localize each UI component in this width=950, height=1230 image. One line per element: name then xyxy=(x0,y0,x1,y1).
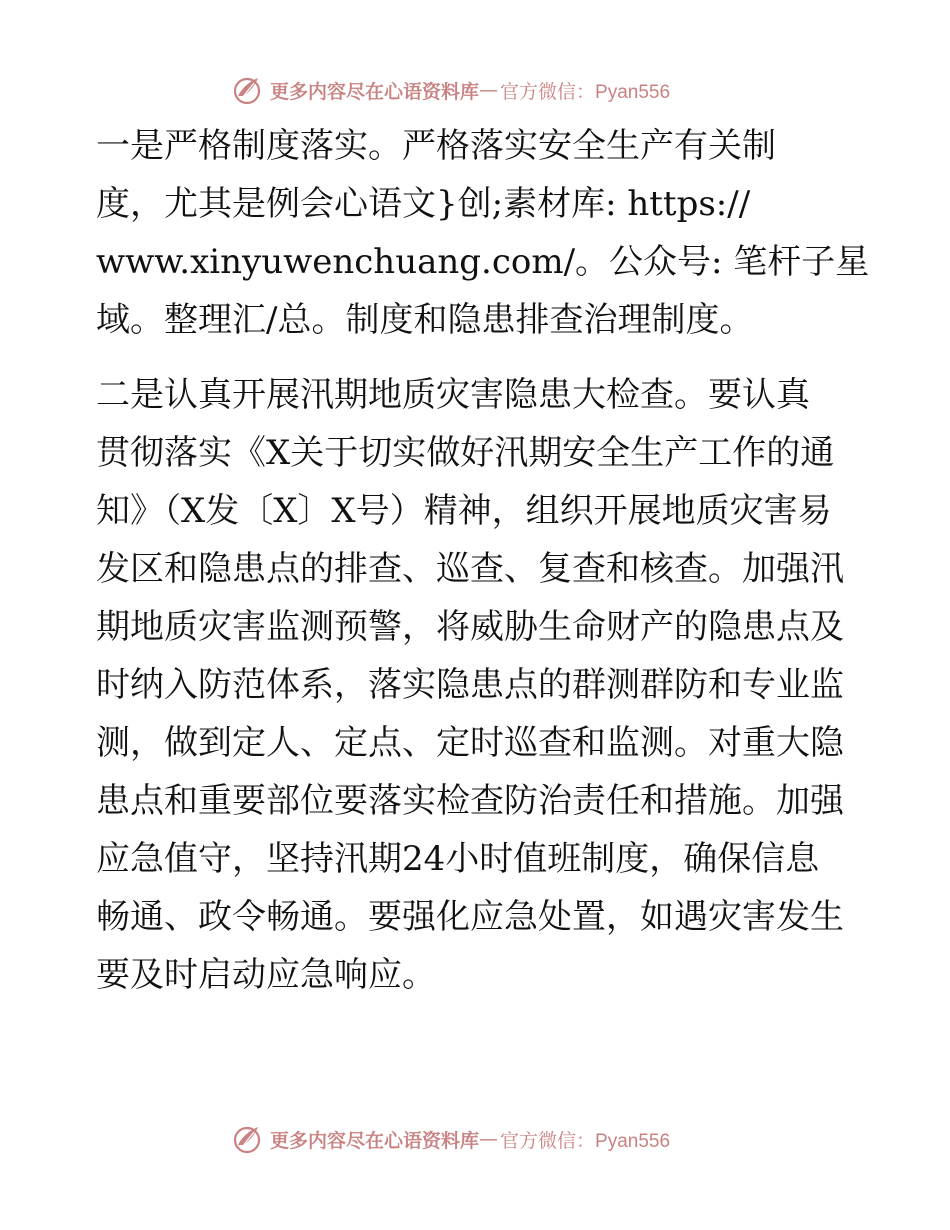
watermark-main-text: 更多内容尽在心语资料库 xyxy=(270,1129,480,1152)
paragraph-line: 患点和重要部位要落实检查防治责任和措施。加强 xyxy=(96,781,844,821)
paragraph-line: 期地质灾害监测预警，将威胁生命财产的隐患点及 xyxy=(96,607,844,647)
paragraph-line: 知》（X发〔X〕X号）精神，组织开展地质灾害易 xyxy=(96,491,832,531)
paragraph-line: 度，尤其是例会心语文}创;素材库: https:// xyxy=(96,184,751,224)
quill-logo-icon xyxy=(232,74,264,106)
paragraph-line: 畅通、政令畅通。要强化应急处置，如遇灾害发生 xyxy=(96,897,844,937)
paragraph-line: 域。整理汇/总。制度和隐患排查治理制度。 xyxy=(96,300,754,340)
paragraph-line: 一是严格制度落实。严格落实安全生产有关制 xyxy=(96,126,776,166)
footer-watermark xyxy=(232,1122,670,1156)
paragraph-line: 应急值守，坚持汛期24小时值班制度，确保信息 xyxy=(96,839,820,879)
paragraph-line: 贯彻落实《X关于切实做好汛期安全生产工作的通 xyxy=(96,433,835,473)
paragraph-line: www.xinyuwenchuang.com/。公众号: 笔杆子星 xyxy=(96,242,870,282)
paragraph-line: 时纳入防范体系，落实隐患点的群测群防和专业监 xyxy=(96,665,844,705)
header-watermark xyxy=(232,73,670,107)
paragraph-1 xyxy=(96,117,870,349)
watermark-wechat: 官方微信：Pyan556 xyxy=(500,1130,671,1152)
paragraph-line: 测，做到定人、定点、定时巡查和监测。对重大隐 xyxy=(96,723,844,763)
watermark-dash: — xyxy=(479,79,499,101)
quill-logo-icon xyxy=(232,1123,264,1155)
watermark-main-text: 更多内容尽在心语资料库 xyxy=(270,80,480,103)
watermark-wechat: 官方微信：Pyan556 xyxy=(500,81,671,103)
paragraph-2 xyxy=(96,366,856,1004)
watermark-dash: — xyxy=(479,1128,499,1150)
paragraph-line: 二是认真开展汛期地质灾害隐患大检查。要认真 xyxy=(96,375,810,415)
paragraph-line: 发区和隐患点的排查、巡查、复查和核查。加强汛 xyxy=(96,549,844,589)
paragraph-line: 要及时启动应急响应。 xyxy=(96,955,436,995)
